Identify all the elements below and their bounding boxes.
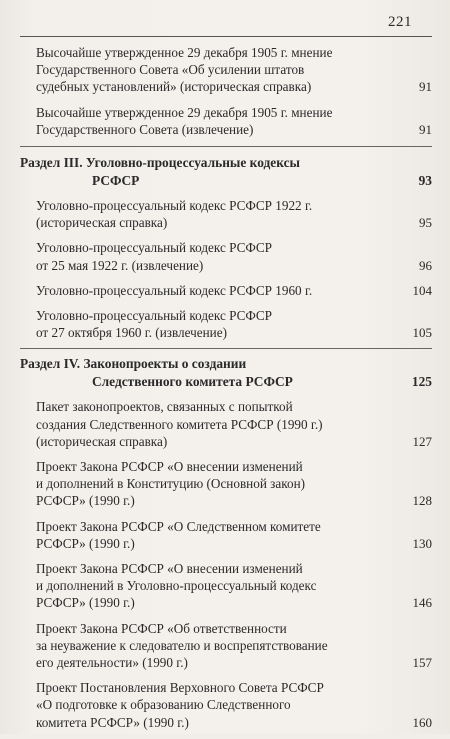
entry-line: Государственного Совета «Об усилении штатов xyxy=(36,62,305,78)
entry-page-number: 91 xyxy=(419,79,432,95)
entry-line: судебных установлений» (историческая справка) xyxy=(36,79,312,95)
toc-entry xyxy=(20,458,432,510)
entry-line: (историческая справка) xyxy=(36,433,168,449)
entry-line: Государственного Совета (извлечение) xyxy=(36,121,254,137)
toc-entry xyxy=(20,518,432,552)
section-title-line: Раздел IV. Законопроекты о создании xyxy=(20,356,247,372)
entry-page-number: 91 xyxy=(419,121,432,137)
entry-line: за неуважение к следователю и воспрепятствование xyxy=(36,637,328,653)
toc-entry xyxy=(20,197,432,231)
toc-entry xyxy=(20,307,432,341)
entry-line: его деятельности» (1990 г.) xyxy=(36,655,188,671)
entry-line: Высочайше утвержденное 29 декабря 1905 г. мнение xyxy=(36,104,333,120)
entry-line: комитета РСФСР» (1990 г.) xyxy=(36,714,189,730)
entry-page-number: 105 xyxy=(412,325,432,341)
entry-line: РСФСР» (1990 г.) xyxy=(36,595,135,611)
entry-page-number: 96 xyxy=(419,257,432,273)
section-page-number: 125 xyxy=(411,374,432,390)
section-heading xyxy=(20,154,432,190)
entry-line: РСФСР» (1990 г.) xyxy=(36,535,135,551)
entry-line: Уголовно-процессуальный кодекс РСФСР 1960 г. xyxy=(36,282,313,298)
toc-entry xyxy=(20,398,432,450)
section-title-line: Следственного комитета РСФСР xyxy=(92,374,293,390)
entry-line: Пакет законопроектов, связанных с попыткой xyxy=(36,399,293,415)
entry-page-number: 157 xyxy=(412,655,432,671)
entry-line: РСФСР» (1990 г.) xyxy=(36,493,135,509)
section-title-line: РСФСР xyxy=(92,173,140,189)
entry-line: (историческая справка) xyxy=(36,215,168,231)
entry-page-number: 130 xyxy=(412,535,432,551)
entry-line: Уголовно-процессуальный кодекс РСФСР 1922 г. xyxy=(36,198,313,214)
section-title-line: Раздел III. Уголовно-процессуальные кодексы xyxy=(20,155,301,171)
section-rule xyxy=(20,348,432,349)
entry-line: Проект Постановления Верховного Совета РСФСР xyxy=(36,680,324,696)
section-page-number: 93 xyxy=(418,173,432,189)
entry-line: Проект Закона РСФСР «О Следственном комитете xyxy=(36,518,321,534)
entry-line: от 27 октября 1960 г. (извлечение) xyxy=(36,325,227,341)
entry-line: Высочайше утвержденное 29 декабря 1905 г. мнение xyxy=(36,45,333,60)
toc-entry xyxy=(20,104,432,138)
table-of-contents xyxy=(20,44,432,739)
entry-line: и дополнений в Конституцию (Основной закон) xyxy=(36,476,306,492)
header-rule xyxy=(20,36,432,37)
section-block xyxy=(20,355,432,391)
entry-page-number: 160 xyxy=(412,714,432,730)
entry-line: Проект Закона РСФСР «О внесении изменений xyxy=(36,561,303,577)
entry-line: Проект Закона РСФСР «О внесении изменений xyxy=(36,459,303,475)
entry-page-number: 95 xyxy=(419,215,432,231)
entry-line: Проект Закона РСФСР «Об ответственности xyxy=(36,620,287,636)
toc-entry xyxy=(20,620,432,672)
toc-entry xyxy=(20,282,432,299)
entry-page-number: 128 xyxy=(412,493,432,509)
entry-line: от 25 мая 1922 г. (извлечение) xyxy=(36,257,204,273)
toc-entry xyxy=(20,560,432,612)
toc-entry xyxy=(20,679,432,731)
entry-line: и дополнений в Уголовно-процессуальный кодекс xyxy=(36,578,317,594)
section-heading xyxy=(20,355,432,391)
entry-page-number: 146 xyxy=(412,595,432,611)
entry-line: Уголовно-процессуальный кодекс РСФСР xyxy=(36,240,272,256)
entry-page-number: 104 xyxy=(412,282,432,298)
toc-entry xyxy=(20,44,432,96)
section-block xyxy=(20,154,432,190)
entry-line: Уголовно-процессуальный кодекс РСФСР xyxy=(36,308,272,324)
entry-line: создания Следственного комитета РСФСР (1990 г.) xyxy=(36,416,323,432)
entry-page-number: 127 xyxy=(412,433,432,449)
entry-line: «О подготовке к образованию Следственного xyxy=(36,697,291,713)
toc-entry xyxy=(20,239,432,273)
page-number: 221 xyxy=(388,14,412,30)
section-rule xyxy=(20,146,432,147)
